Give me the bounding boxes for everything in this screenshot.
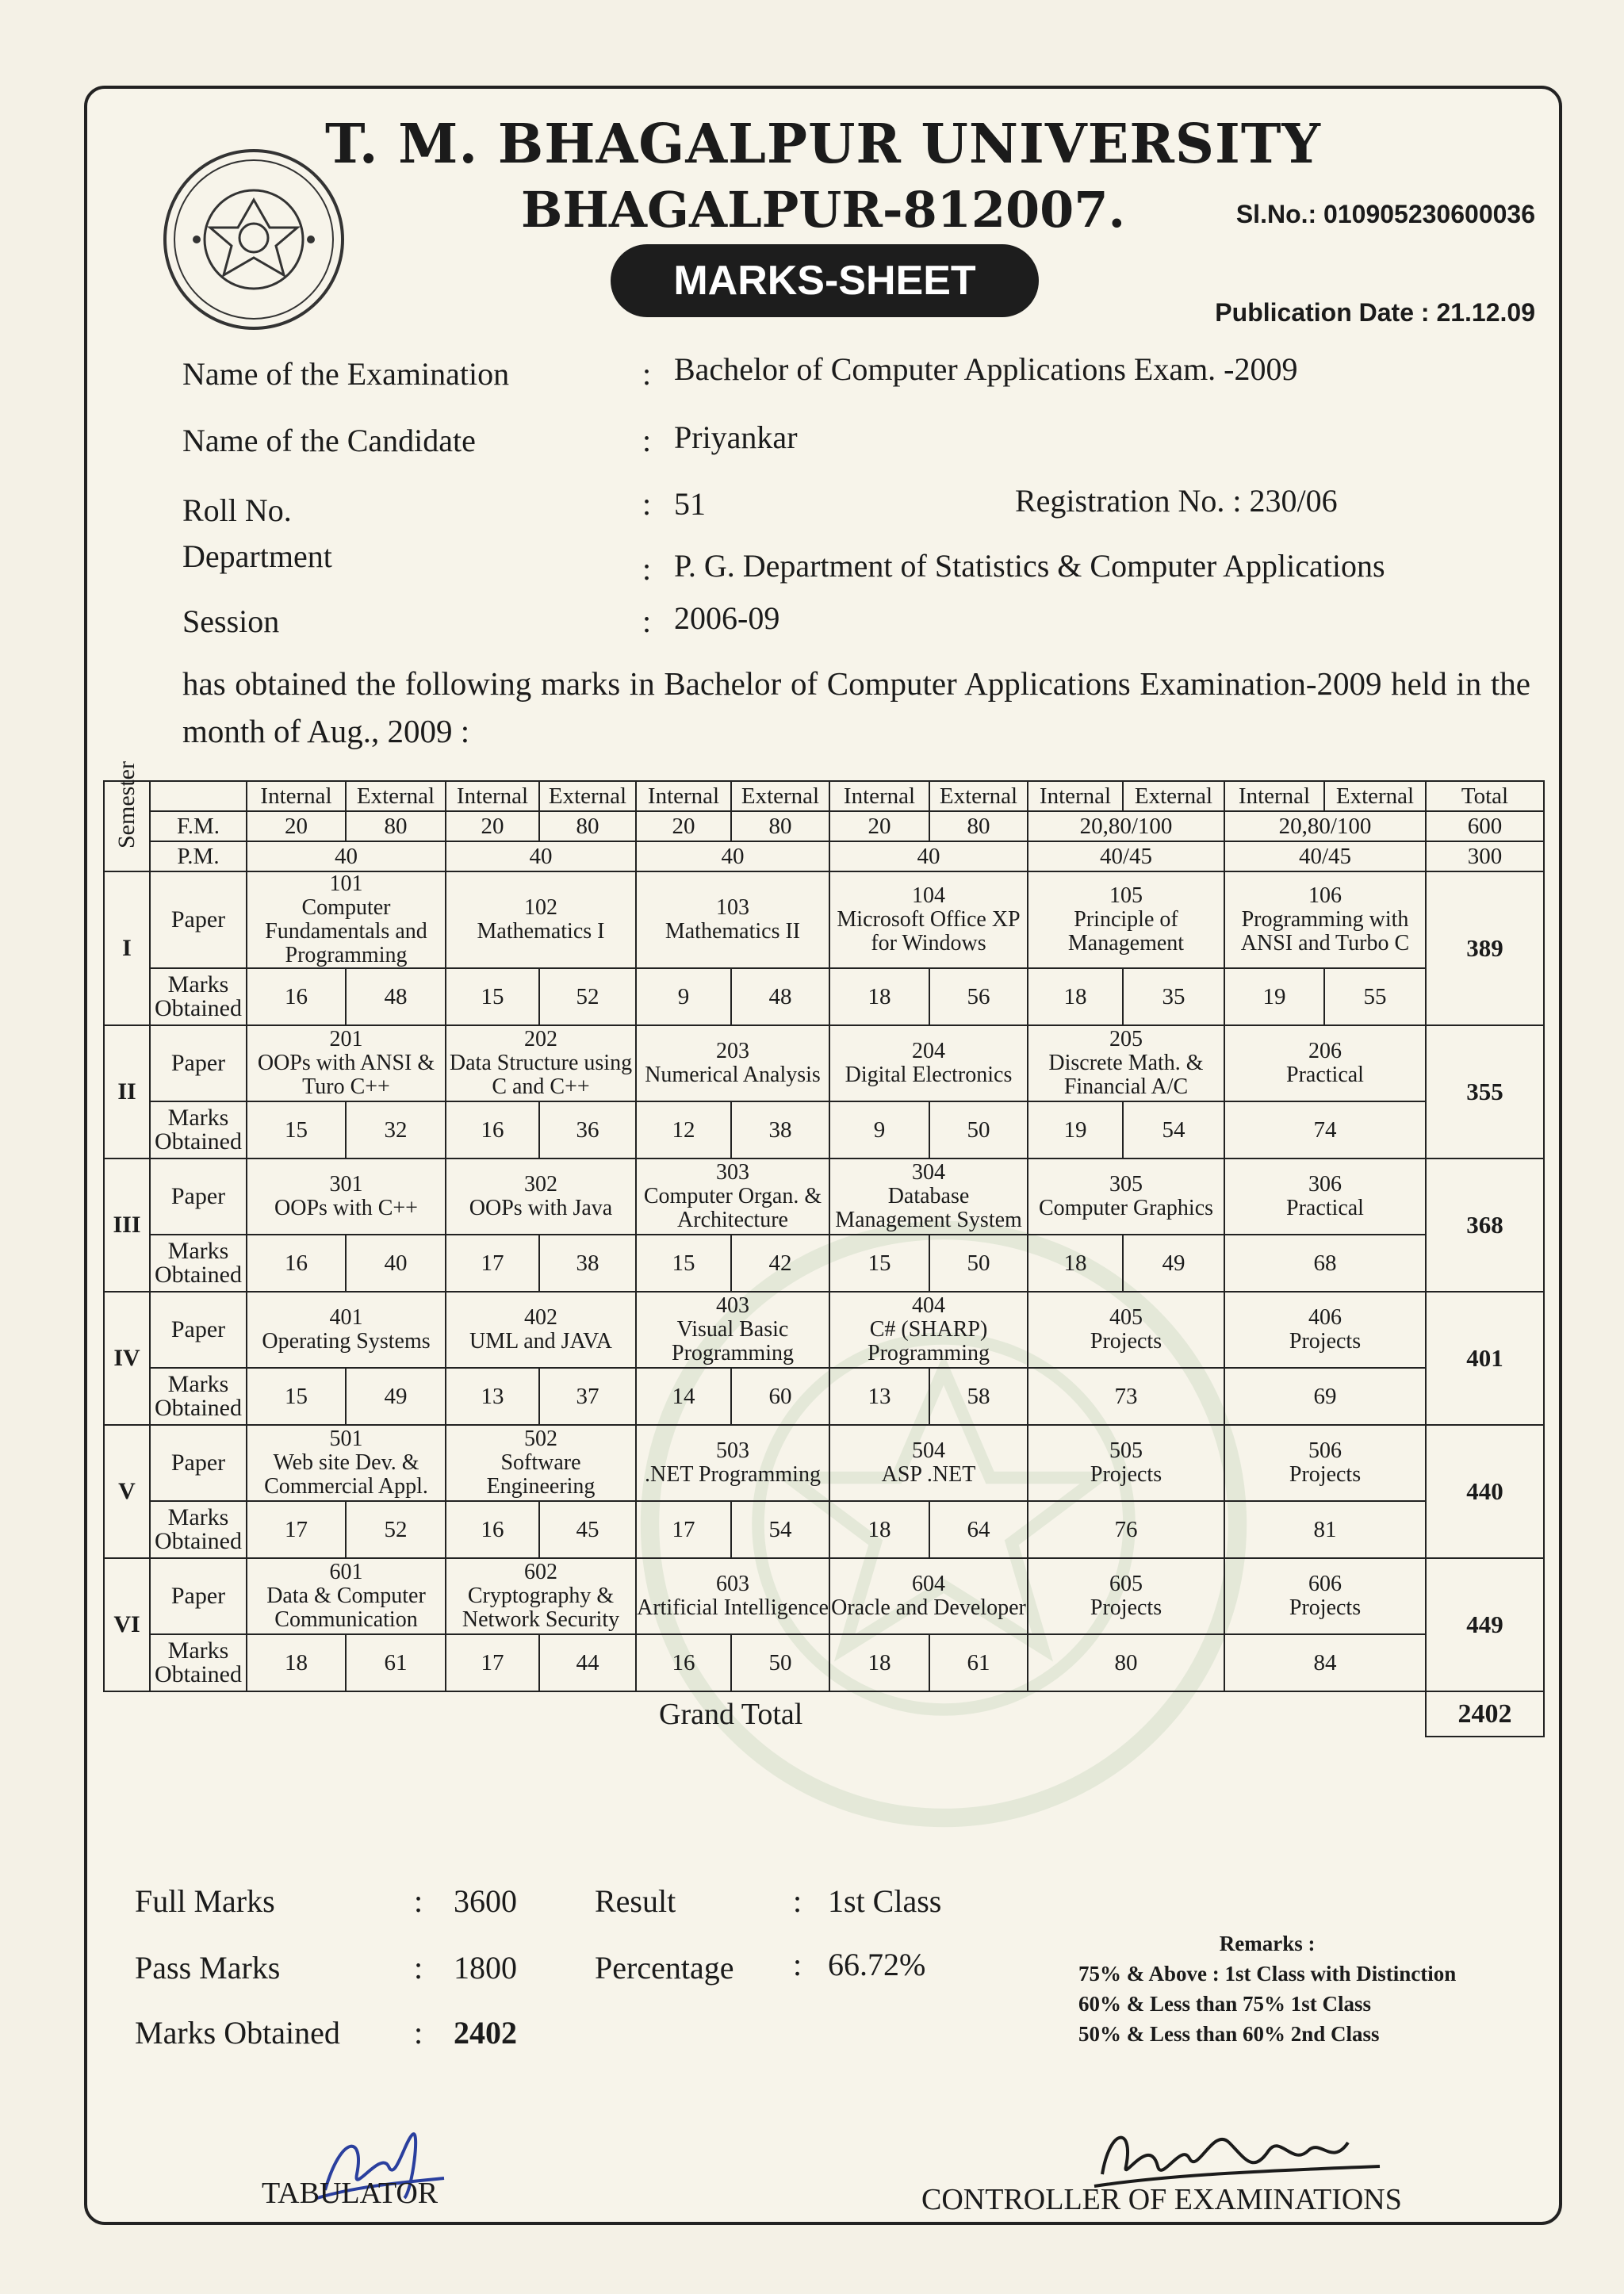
semester-roman: II (104, 1025, 150, 1158)
paper-name: Discrete Math. & Financial A/C (1048, 1051, 1204, 1099)
paper-name: OOPs with ANSI & Turo C++ (257, 1051, 435, 1099)
colon: : (793, 1883, 802, 1919)
paper-name: Mathematics II (665, 919, 801, 944)
paper-cell (1028, 1425, 1224, 1501)
paper-code: 502 (524, 1427, 557, 1451)
colon: : (793, 1947, 802, 1982)
internal-mark: 16 (247, 1235, 346, 1292)
internal-mark: 16 (636, 1634, 731, 1691)
paper-code: 204 (912, 1039, 945, 1063)
fm-value: 20,80/100 (1224, 811, 1426, 841)
paper-code: 102 (524, 895, 557, 920)
paper-cell (1028, 1025, 1224, 1101)
external-mark: 50 (929, 1235, 1028, 1292)
paper-name: ASP .NET (881, 1462, 976, 1487)
paper-label: Paper (150, 871, 247, 968)
paper-cell (1028, 871, 1224, 968)
paper-code: 506 (1308, 1438, 1342, 1463)
marks-table (103, 761, 1545, 1737)
statement-paragraph: has obtained the following marks in Bachelor of Computer Applications Examination-2009 held in the month of Aug., 2009 : (182, 665, 1530, 749)
paper-cell (446, 1425, 636, 1501)
paper-cell (1224, 1292, 1426, 1368)
paper-name: Software Engineering (486, 1450, 596, 1499)
paper-code: 103 (716, 895, 749, 920)
publication-date: Publication Date : 21.12.09 (1215, 298, 1535, 327)
col-external: External (346, 781, 446, 811)
paper-code: 301 (329, 1172, 363, 1197)
paper-cell (1028, 1558, 1224, 1634)
paper-name: Projects (1289, 1462, 1362, 1487)
semester-total: 401 (1426, 1292, 1544, 1425)
paper-name: Practical (1286, 1063, 1364, 1087)
remarks-line: 60% & Less than 75% 1st Class (1078, 1992, 1372, 2016)
internal-mark: 18 (829, 1634, 929, 1691)
serial-number: Sl.No.: 010905230600036 (1235, 200, 1535, 228)
roll-label: Roll No. (182, 492, 292, 528)
paper-code: 602 (524, 1560, 557, 1584)
paper-code: 405 (1109, 1305, 1143, 1330)
marks-obtained-label: Marks Obtained (150, 968, 247, 1025)
external-mark: 40 (346, 1235, 446, 1292)
external-mark: 45 (539, 1501, 636, 1558)
paper-name: Web site Dev. & Commercial Appl. (264, 1450, 428, 1499)
external-mark: 35 (1123, 968, 1224, 1025)
external-mark: 48 (346, 968, 446, 1025)
colon: : (414, 1883, 423, 1919)
internal-mark: 18 (829, 968, 929, 1025)
paper-code: 303 (716, 1160, 749, 1185)
paper-name: OOPs with C++ (274, 1196, 418, 1220)
internal-mark: 16 (247, 968, 346, 1025)
paper-code: 404 (912, 1293, 945, 1318)
pm-value: 40 (247, 841, 446, 871)
pm-value: 40 (829, 841, 1028, 871)
paper-code: 206 (1308, 1039, 1342, 1063)
col-external: External (539, 781, 636, 811)
internal-mark: 13 (829, 1368, 929, 1425)
internal-mark: 15 (829, 1235, 929, 1292)
remarks-title: Remarks : (1219, 1932, 1316, 1955)
grand-total-value: 2402 (1426, 1691, 1544, 1737)
marks-obtained-value: 2402 (454, 2015, 517, 2051)
paper-cell (1224, 1425, 1426, 1501)
department-value: P. G. Department of Statistics & Computer Applications (674, 548, 1385, 584)
session-value: 2006-09 (674, 600, 780, 636)
paper-cell (446, 1025, 636, 1101)
paper-code: 205 (1109, 1027, 1143, 1051)
external-mark: 48 (731, 968, 829, 1025)
colon: : (642, 486, 652, 522)
registration-number: Registration No. : 230/06 (1015, 483, 1338, 519)
external-mark: 61 (346, 1634, 446, 1691)
fm-value: 80 (929, 811, 1028, 841)
fm-label: F.M. (150, 811, 247, 841)
pm-value: 40 (636, 841, 829, 871)
paper-code: 606 (1308, 1572, 1342, 1596)
paper-name: Projects (1289, 1595, 1362, 1620)
paper-cell (636, 1425, 829, 1501)
col-external: External (1123, 781, 1224, 811)
external-mark: 50 (731, 1634, 829, 1691)
combined-mark: 76 (1028, 1501, 1224, 1558)
paper-name: Oracle and Developer (831, 1595, 1026, 1620)
fm-value: 80 (731, 811, 829, 841)
paper-cell (636, 871, 829, 968)
combined-mark: 68 (1224, 1235, 1426, 1292)
internal-mark: 13 (446, 1368, 539, 1425)
col-external: External (929, 781, 1028, 811)
paper-code: 601 (329, 1560, 363, 1584)
paper-cell (446, 1158, 636, 1235)
marks-obtained-label: Marks Obtained (150, 1634, 247, 1691)
internal-mark: 15 (446, 968, 539, 1025)
paper-row (104, 1158, 1544, 1235)
remarks-line: 50% & Less than 60% 2nd Class (1078, 2022, 1380, 2046)
paper-code: 604 (912, 1572, 945, 1596)
paper-label: Paper (150, 1558, 247, 1634)
result-value: 1st Class (828, 1883, 942, 1919)
percentage-value: 66.72% (828, 1947, 926, 1982)
colon: : (642, 603, 652, 639)
paper-code: 306 (1308, 1172, 1342, 1197)
external-mark: 54 (1123, 1101, 1224, 1158)
paper-code: 603 (716, 1572, 749, 1596)
full-marks-value: 3600 (454, 1883, 517, 1919)
pm-label: P.M. (150, 841, 247, 871)
marks-row (104, 1101, 1544, 1158)
paper-name: Computer Graphics (1038, 1196, 1214, 1220)
pass-marks-value: 1800 (454, 1950, 517, 1986)
marks-row (104, 1501, 1544, 1558)
paper-name: Computer Organ. & Architecture (643, 1184, 822, 1232)
paper-cell (636, 1025, 829, 1101)
fm-value: 20 (446, 811, 539, 841)
paper-cell (1224, 1558, 1426, 1634)
paper-cell (446, 1292, 636, 1368)
internal-mark: 15 (247, 1368, 346, 1425)
semester-roman: IV (104, 1292, 150, 1425)
external-mark: 52 (539, 968, 636, 1025)
paper-cell (1028, 1158, 1224, 1235)
external-mark: 58 (929, 1368, 1028, 1425)
marks-row (104, 1235, 1544, 1292)
external-mark: 44 (539, 1634, 636, 1691)
internal-mark: 17 (446, 1235, 539, 1292)
exam-label: Name of the Examination (182, 356, 510, 392)
paper-row (104, 1425, 1544, 1501)
paper-code: 402 (524, 1305, 557, 1330)
paper-cell (829, 1158, 1028, 1235)
paper-code: 201 (329, 1027, 363, 1051)
paper-code: 305 (1109, 1172, 1143, 1197)
colon: : (414, 2015, 423, 2051)
combined-mark: 80 (1028, 1634, 1224, 1691)
result-label: Result (595, 1883, 676, 1919)
fm-total: 600 (1426, 811, 1544, 841)
marks-obtained-label: Marks Obtained (150, 1501, 247, 1558)
col-external: External (731, 781, 829, 811)
paper-name: Artificial Intelligence (637, 1595, 829, 1620)
internal-mark: 17 (446, 1634, 539, 1691)
fm-value: 20 (636, 811, 731, 841)
fm-value: 20,80/100 (1028, 811, 1224, 841)
external-mark: 56 (929, 968, 1028, 1025)
grand-total-label: Grand Total (104, 1691, 1426, 1737)
paper-name: OOPs with Java (469, 1196, 613, 1220)
internal-mark: 18 (829, 1501, 929, 1558)
paper-name: Visual Basic Programming (672, 1317, 794, 1365)
paper-label: Paper (150, 1425, 247, 1501)
internal-mark: 12 (636, 1101, 731, 1158)
paper-row (104, 871, 1544, 968)
external-mark: 60 (731, 1368, 829, 1425)
pm-value: 40/45 (1028, 841, 1224, 871)
paper-cell (1028, 1292, 1224, 1368)
pm-value: 40 (446, 841, 636, 871)
paper-name: Cryptography & Network Security (462, 1584, 620, 1632)
marks-row (104, 1634, 1544, 1691)
paper-code: 505 (1109, 1438, 1143, 1463)
marks-obtained-label: Marks Obtained (135, 2015, 340, 2051)
paper-code: 104 (912, 883, 945, 908)
col-internal: Internal (1224, 781, 1324, 811)
paper-cell (446, 1558, 636, 1634)
internal-mark: 16 (446, 1501, 539, 1558)
paper-name: Principle of Management (1067, 907, 1185, 956)
paper-code: 202 (524, 1027, 557, 1051)
external-mark: 52 (346, 1501, 446, 1558)
paper-cell (636, 1292, 829, 1368)
paper-name: Database Management System (835, 1184, 1022, 1232)
university-city: BHAGALPUR-812007. (520, 181, 1126, 239)
paper-cell (1224, 871, 1426, 968)
external-mark: 54 (731, 1501, 829, 1558)
internal-mark: 19 (1028, 1101, 1123, 1158)
colon: : (642, 356, 652, 392)
controller-label: CONTROLLER OF EXAMINATIONS (921, 2183, 1402, 2216)
combined-mark: 81 (1224, 1501, 1426, 1558)
paper-code: 302 (524, 1172, 557, 1197)
marks-row (104, 968, 1544, 1025)
semester-roman: V (104, 1425, 150, 1558)
paper-cell (247, 1158, 446, 1235)
paper-code: 304 (912, 1160, 945, 1185)
external-mark: 32 (346, 1101, 446, 1158)
paper-name: Operating Systems (262, 1329, 431, 1354)
paper-code: 605 (1109, 1572, 1143, 1596)
marks-row (104, 1368, 1544, 1425)
paper-code: 403 (716, 1293, 749, 1318)
remarks-box (1078, 1928, 1456, 2049)
fm-value: 80 (346, 811, 446, 841)
fm-value: 20 (829, 811, 929, 841)
remarks-line: 75% & Above : 1st Class with Distinction (1078, 1962, 1457, 1986)
paper-name: Numerical Analysis (645, 1063, 821, 1087)
paper-cell (829, 1025, 1028, 1101)
marks-obtained-label: Marks Obtained (150, 1368, 247, 1425)
tabulator-label: TABULATOR (262, 2177, 439, 2210)
internal-mark: 18 (1028, 968, 1123, 1025)
colon: : (642, 423, 652, 458)
internal-mark: 18 (1028, 1235, 1123, 1292)
semester-total: 440 (1426, 1425, 1544, 1558)
paper-code: 406 (1308, 1305, 1342, 1330)
external-mark: 37 (539, 1368, 636, 1425)
semester-total: 355 (1426, 1025, 1544, 1158)
external-mark: 38 (731, 1101, 829, 1158)
paper-code: 101 (329, 871, 363, 896)
paper-code: 106 (1308, 883, 1342, 908)
external-mark: 61 (929, 1634, 1028, 1691)
paper-cell (446, 871, 636, 968)
paper-cell (247, 871, 446, 968)
paper-row (104, 1558, 1544, 1634)
external-mark: 64 (929, 1501, 1028, 1558)
paper-row (104, 1292, 1544, 1368)
paper-row (104, 1025, 1544, 1101)
paper-name: Projects (1090, 1329, 1162, 1354)
semester-total: 368 (1426, 1158, 1544, 1292)
combined-mark: 73 (1028, 1368, 1224, 1425)
university-name: T. M. BHAGALPUR UNIVERSITY (325, 113, 1321, 176)
internal-mark: 15 (636, 1235, 731, 1292)
paper-name: .NET Programming (645, 1462, 821, 1487)
col-internal: Internal (1028, 781, 1123, 811)
paper-name: Digital Electronics (845, 1063, 1013, 1087)
paper-code: 503 (716, 1438, 749, 1463)
combined-mark: 74 (1224, 1101, 1426, 1158)
roll-value: 51 (674, 486, 706, 522)
paper-name: Practical (1286, 1196, 1364, 1220)
paper-label: Paper (150, 1292, 247, 1368)
percentage-label: Percentage (595, 1950, 734, 1986)
fm-value: 80 (539, 811, 636, 841)
paper-name: Data & Computer Communication (266, 1584, 426, 1632)
exam-value: Bachelor of Computer Applications Exam. -2009 (674, 351, 1298, 387)
paper-name: C# (SHARP) Programming (868, 1317, 990, 1365)
paper-cell (247, 1025, 446, 1101)
semester-header: Semester (104, 781, 150, 871)
marksheet-page (84, 86, 1562, 2225)
semester-roman: I (104, 871, 150, 1025)
internal-mark: 14 (636, 1368, 731, 1425)
paper-cell (636, 1558, 829, 1634)
paper-name: Mathematics I (477, 919, 605, 944)
paper-cell (1224, 1158, 1426, 1235)
col-internal: Internal (636, 781, 731, 811)
col-total: Total (1426, 781, 1544, 811)
col-internal: Internal (829, 781, 929, 811)
pass-marks-label: Pass Marks (135, 1950, 281, 1986)
paper-name: Programming with ANSI and Turbo C (1240, 907, 1410, 956)
paper-cell (1224, 1025, 1426, 1101)
paper-cell (636, 1158, 829, 1235)
external-mark: 36 (539, 1101, 636, 1158)
pm-total: 300 (1426, 841, 1544, 871)
paper-cell (247, 1292, 446, 1368)
paper-cell (247, 1558, 446, 1634)
department-label: Department (182, 538, 332, 574)
paper-cell (829, 1292, 1028, 1368)
paper-code: 105 (1109, 883, 1143, 908)
candidate-value: Priyankar (674, 419, 798, 455)
internal-mark: 17 (247, 1501, 346, 1558)
paper-label: Paper (150, 1158, 247, 1235)
marks-obtained-label: Marks Obtained (150, 1101, 247, 1158)
external-mark: 49 (346, 1368, 446, 1425)
semester-total: 449 (1426, 1558, 1544, 1691)
full-marks-label: Full Marks (135, 1883, 275, 1919)
internal-mark: 16 (446, 1101, 539, 1158)
paper-cell (829, 871, 1028, 968)
marks-obtained-label: Marks Obtained (150, 1235, 247, 1292)
header-blank (150, 781, 247, 811)
paper-code: 203 (716, 1039, 749, 1063)
internal-mark: 19 (1224, 968, 1324, 1025)
paper-name: Projects (1090, 1595, 1162, 1620)
internal-mark: 9 (636, 968, 731, 1025)
paper-code: 401 (329, 1305, 363, 1330)
paper-code: 504 (912, 1438, 945, 1463)
paper-name: Projects (1289, 1329, 1362, 1354)
pm-value: 40/45 (1224, 841, 1426, 871)
internal-mark: 18 (247, 1634, 346, 1691)
external-mark: 49 (1123, 1235, 1224, 1292)
internal-mark: 17 (636, 1501, 731, 1558)
external-mark: 42 (731, 1235, 829, 1292)
marksheet-badge: MARKS-SHEET (611, 244, 1039, 317)
semester-roman: VI (104, 1558, 150, 1691)
paper-cell (247, 1425, 446, 1501)
paper-name: UML and JAVA (469, 1329, 612, 1354)
paper-cell (829, 1558, 1028, 1634)
fm-value: 20 (247, 811, 346, 841)
internal-mark: 15 (247, 1101, 346, 1158)
external-mark: 50 (929, 1101, 1028, 1158)
combined-mark: 84 (1224, 1634, 1426, 1691)
paper-name: Data Structure using C and C++ (449, 1051, 633, 1099)
external-mark: 38 (539, 1235, 636, 1292)
paper-label: Paper (150, 1025, 247, 1101)
session-label: Session (182, 603, 280, 639)
semester-roman: III (104, 1158, 150, 1292)
paper-name: Computer Fundamentals and Programming (265, 895, 427, 967)
internal-mark: 9 (829, 1101, 929, 1158)
external-mark: 55 (1324, 968, 1426, 1025)
col-external: External (1324, 781, 1426, 811)
paper-code: 501 (329, 1427, 363, 1451)
col-internal: Internal (247, 781, 346, 811)
paper-name: Microsoft Office XP for Windows (837, 907, 1021, 956)
candidate-label: Name of the Candidate (182, 423, 476, 458)
grand-total-row (104, 1691, 1544, 1737)
colon: : (414, 1950, 423, 1986)
combined-mark: 69 (1224, 1368, 1426, 1425)
semester-total: 389 (1426, 871, 1544, 1025)
paper-cell (829, 1425, 1028, 1501)
col-internal: Internal (446, 781, 539, 811)
paper-name: Projects (1090, 1462, 1162, 1487)
colon: : (642, 551, 652, 587)
